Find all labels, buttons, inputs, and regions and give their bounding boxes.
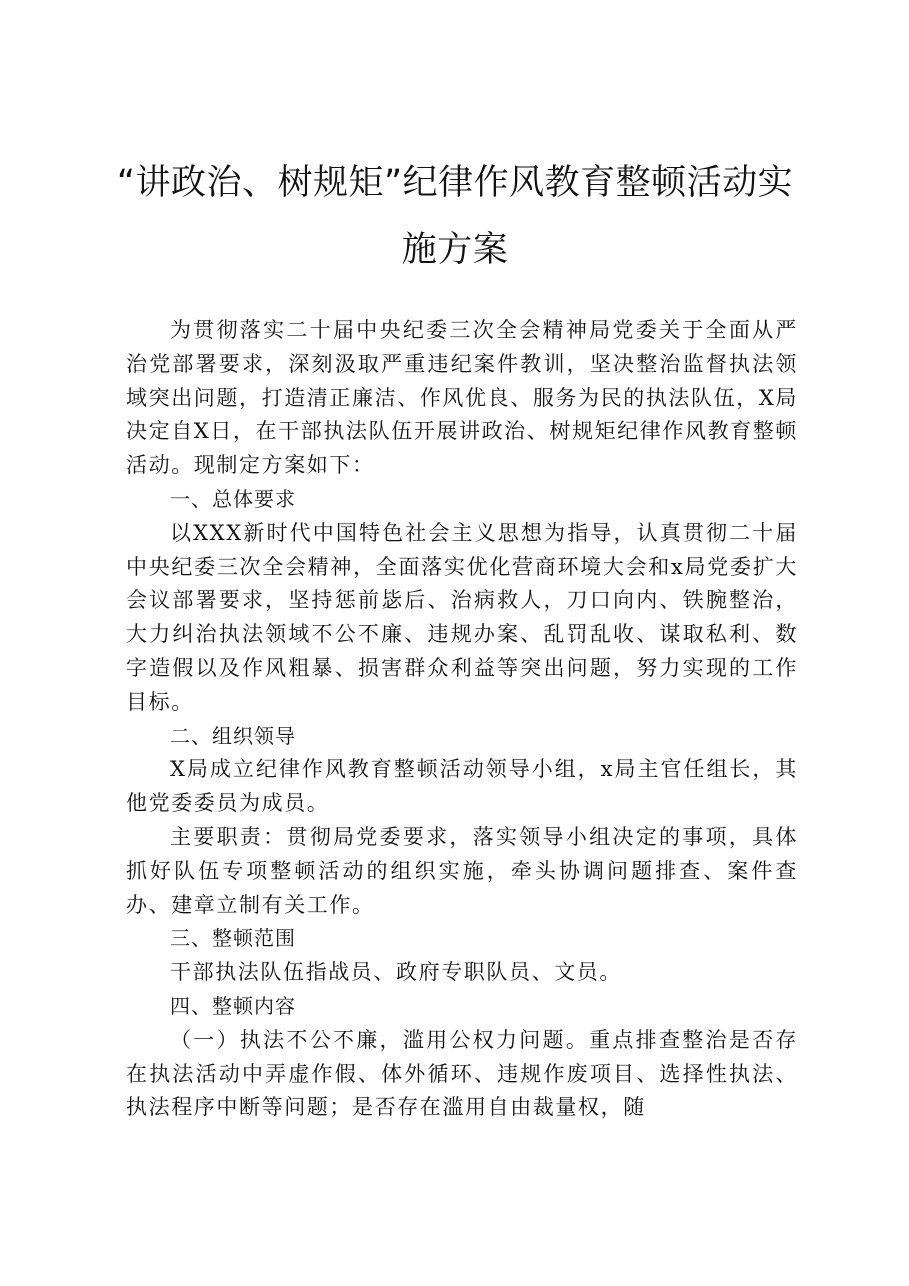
content-item-1-lead: （一）执法不公不廉，滥用公权力问题。 xyxy=(170,1027,590,1052)
document-body xyxy=(126,314,798,1125)
responsibilities-paragraph: 主要职责：贯彻局党委要求，落实领导小组决定的事项，具体抓好队伍专项整顿活动的组织实施，牵头协调问题排查、案件查办、建章立制有关工作。 xyxy=(126,824,798,917)
section-heading-organization: 二、组织领导 xyxy=(170,723,296,748)
scope-paragraph: 干部执法队伍指战员、政府专职队员、文员。 xyxy=(170,960,622,985)
content-item-1-text: 重点排查整治是否存在执法活动中弄虚作假、体外循环、违规作废项目、选择性执法、执法程序中断等问题；是否存在滥用自由裁量权，随 xyxy=(126,1027,798,1120)
document-title-line-1: “讲政治、树规矩”纪律作风教育整顿活动实 xyxy=(116,163,794,203)
intro-paragraph: 为贯彻落实二十届中央纪委三次全会精神局党委关于全面从严治党部署要求，深刻汲取严重违纪案件教训，坚决整治监督执法领域突出问题，打造清正廉洁、作风优良、服务为民的执法队伍，X局决定自X日，在干部执法队伍开展讲政治、树规矩纪律作风教育整顿活动。现制定方案如下： xyxy=(126,318,798,478)
section-heading-scope: 三、整顿范围 xyxy=(170,926,296,951)
section-heading-general-requirements: 一、总体要求 xyxy=(170,486,296,511)
document-title-line-2: 施方案 xyxy=(401,230,509,270)
section-heading-content: 四、整顿内容 xyxy=(170,993,296,1018)
general-requirements-paragraph: 以XXX新时代中国特色社会主义思想为指导，认真贯彻二十届中央纪委三次全会精神，全面落实优化营商环境大会和x局党委扩大会议部署要求，坚持惩前毖后、治病救人，刀口向内、铁腕整治，大力纠治执法领域不公不廉、违规办案、乱罚乱收、谋取私利、数字造假以及作风粗暴、损害群众利益等突出问题，努力实现的工作目标。 xyxy=(126,520,798,714)
content-item-1-paragraph xyxy=(126,1024,798,1125)
organization-paragraph: X局成立纪律作风教育整顿活动领导小组，x局主官任组长，其他党委委员为成员。 xyxy=(126,757,798,816)
